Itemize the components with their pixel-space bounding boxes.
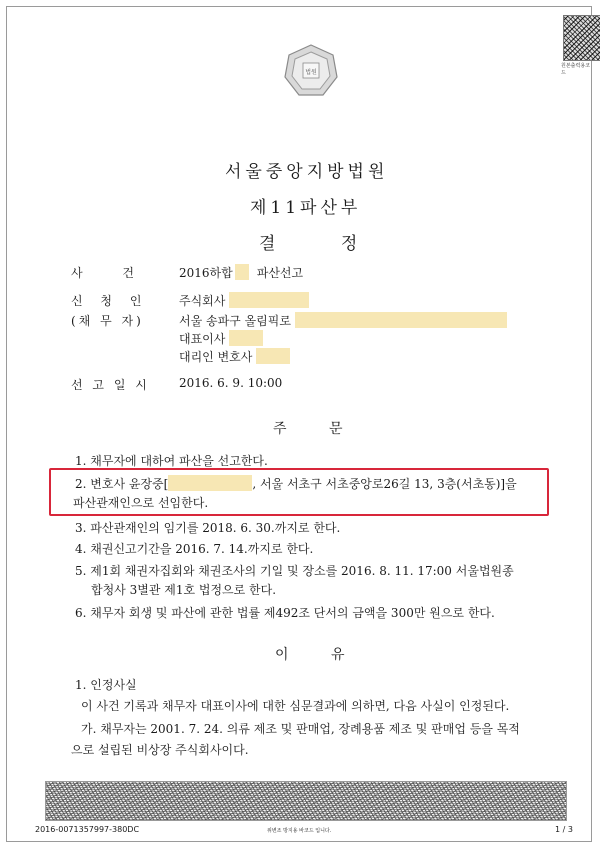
redaction [229, 330, 263, 346]
division-name: 제11파산부 [250, 198, 362, 218]
case-number: 2016하합 파산선고 [179, 266, 304, 280]
ruling-item-3: 3. 파산관재인의 임기를 2018. 6. 30.까지로 한다. [75, 521, 341, 535]
ruling-item-6: 6. 채무자 회생 및 파산에 관한 법률 제492조 단서의 금액을 300만 원으로 한다. [75, 606, 495, 620]
document-page [6, 6, 592, 842]
barcode-note: 위변조 방지용 바코드 입니다. [267, 828, 332, 834]
redaction [256, 348, 290, 364]
ruling-item-5: 5. 제1회 채권자집회와 채권조사의 기일 및 장소를 2016. 8. 11. 17:00 서울법원종 [75, 564, 514, 578]
debtor-agent: 대리인 변호사 [179, 348, 290, 365]
court-emblem-icon [283, 43, 339, 99]
redaction [295, 312, 507, 328]
redaction [229, 292, 309, 308]
debtor-address: 서울 송파구 올림픽로 [179, 312, 507, 329]
debtor-ceo: 대표이사 [179, 330, 263, 347]
reasons-line-1: 이 사건 기록과 채무자 대표이사에 대한 심문결과에 의하면, 다음 사실이 인정된다. [81, 699, 510, 713]
ruling-item-4: 4. 채권신고기간을 2016. 7. 14.까지로 한다. [75, 542, 314, 556]
reasons-line-2: 가. 채무자는 2001. 7. 24. 의류 제조 및 판매업, 장례용품 제조 및 판매업 등을 목적 [81, 722, 520, 736]
ruling-heading: 주 문 [273, 421, 345, 437]
date-value: 2016. 6. 9. 10:00 [179, 376, 283, 390]
reasons-line-3: 으로 설립된 비상장 주식회사이다. [71, 743, 249, 757]
ruling-item-1: 1. 채무자에 대하여 파산을 선고한다. [75, 454, 268, 468]
svg-text:법원: 법원 [305, 69, 317, 76]
highlight-box [49, 468, 549, 516]
anti-forgery-barcode [45, 781, 567, 821]
ruling-item-2: 2. 변호사 윤장중[ , 서울 서초구 서초중앙로26길 13, 3층(서초동)]을 [75, 477, 517, 491]
debtor-label: (채 무 자) [71, 314, 144, 328]
page-number: 1 / 3 [555, 825, 573, 834]
applicant-label: 신 청 인 [71, 294, 149, 308]
qr-code-icon [563, 15, 600, 61]
document-id: 2016-0071357997-380DC [35, 825, 140, 834]
reasons-subheading: 1. 인정사실 [75, 678, 137, 692]
ruling-item-5-cont: 합청사 3별관 제1호 법정으로 한다. [91, 583, 277, 597]
redaction [235, 264, 249, 280]
date-label: 선 고 일 시 [71, 378, 150, 392]
ruling-item-2-cont: 파산관재인으로 선임한다. [73, 496, 209, 510]
court-name: 서울중앙지방법원 [225, 162, 389, 182]
applicant-company: 주식회사 [179, 292, 309, 309]
reasons-heading: 이 유 [275, 647, 347, 663]
qr-caption: 원본출력용코드 [561, 63, 590, 76]
document-type: 결 정 [259, 234, 388, 254]
case-label: 사 건 [71, 266, 152, 280]
